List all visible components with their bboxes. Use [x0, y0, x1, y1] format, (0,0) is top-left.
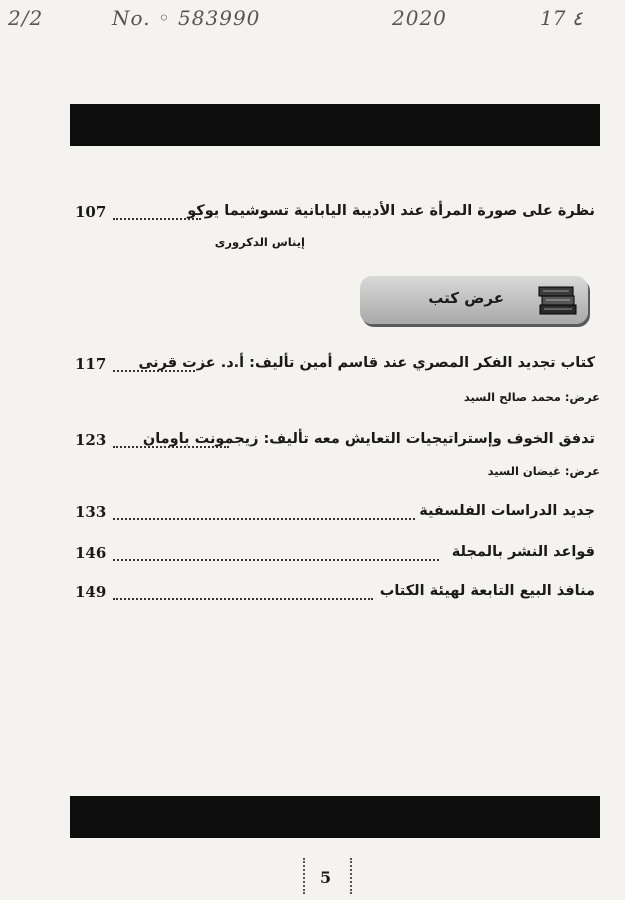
- entry-title: نظرة على صورة المرأة عند الأديبة اليابانية تسوشيما يوكو: [187, 203, 595, 219]
- page-number-ref: 107: [75, 203, 107, 221]
- page-number-divider: [303, 858, 305, 894]
- handwritten-code: 17 ٤: [540, 6, 583, 30]
- entry-title: منافذ البيع التابعة لهيئة الكتاب: [379, 583, 595, 599]
- toc-entry: [75, 503, 595, 529]
- entry-title: جديد الدراسات الفلسفية: [419, 503, 595, 519]
- entry-author: إيناس الدكرورى: [214, 235, 305, 249]
- entry-title: كتاب تجديد الفكر المصري عند قاسم أمين تأليف: أ.د. عزت قرنى: [138, 355, 595, 371]
- page-number-ref: 146: [75, 544, 107, 562]
- toc-entry: [75, 203, 595, 229]
- toc-entry: [75, 544, 595, 570]
- dot-leader: [113, 592, 373, 600]
- toc-entry: [75, 583, 595, 609]
- page-number-ref: 133: [75, 503, 107, 521]
- toc-entry: [75, 355, 595, 381]
- page-number-ref: 117: [75, 355, 107, 373]
- page-number-divider: [350, 858, 352, 894]
- page-number: 5: [320, 868, 332, 887]
- section-label: عرض كتب: [428, 289, 504, 307]
- entry-reviewer: عرض: غيضان السيد: [487, 464, 600, 478]
- toc-entry: [75, 431, 595, 457]
- handwritten-reference-number: No. ◦ 583990: [112, 6, 261, 30]
- books-icon: [536, 279, 580, 323]
- page-number-ref: 123: [75, 431, 107, 449]
- section-header-book-reviews: [360, 276, 588, 324]
- entry-title: تدفق الخوف وإستراتيجيات التعايش معه تأليف: زيجمونت باومان: [142, 431, 595, 447]
- handwritten-fraction: 2/2: [8, 6, 44, 30]
- dot-leader: [113, 553, 439, 561]
- top-black-bar: [70, 104, 600, 146]
- entry-title: قواعد النشر بالمجلة: [451, 544, 595, 560]
- handwritten-year: 2020: [392, 6, 447, 30]
- entry-reviewer: عرض: محمد صالح السيد: [463, 390, 600, 404]
- page-number-ref: 149: [75, 583, 107, 601]
- dot-leader: [113, 512, 415, 520]
- bottom-black-bar: [70, 796, 600, 838]
